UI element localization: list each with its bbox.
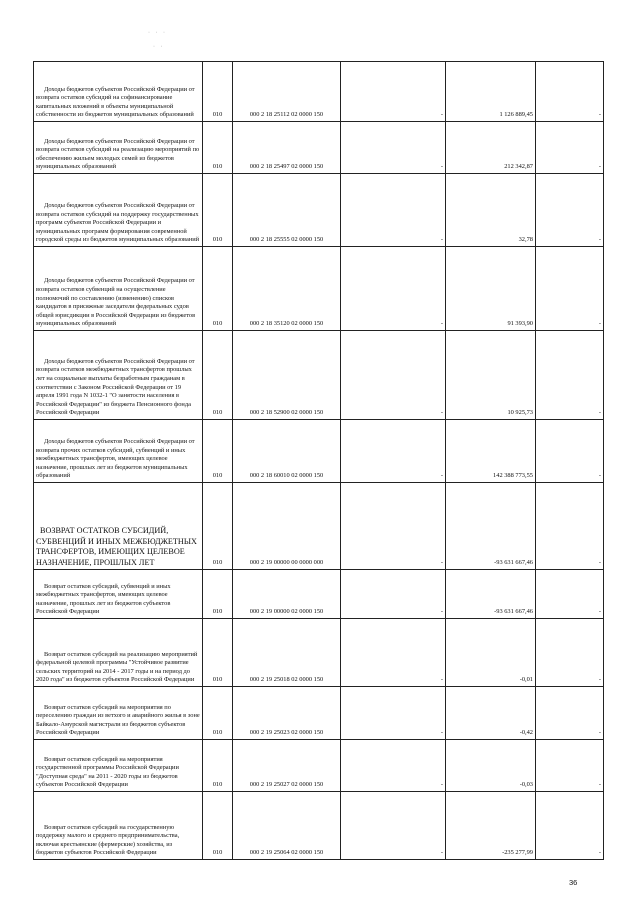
row-kbk-code: 000 2 19 25018 02 0000 150: [233, 619, 341, 687]
row-approved-value: -: [341, 247, 446, 331]
row-code: 010: [203, 247, 233, 331]
row-name: Возврат остатков субсидий на реализацию мероприятий федеральной целевой программы "Устойчивое развитие сельских территорий на 2014 - 2017 годы и на период до 2020 года" из бюджетов субъектов Российской Федерации: [34, 619, 203, 687]
row-name: Доходы бюджетов субъектов Российской Федерации от возврата остатков субсидий на реализацию мероприятий по обеспечению жильем молодых семей из бюджетов муниципальных образований: [34, 122, 203, 174]
row-approved-value: -: [341, 331, 446, 420]
row-name: Возврат остатков субсидий, субвенций и иных межбюджетных трансфертов, имеющих целевое назначение, прошлых лет из бюджетов субъектов Российской Федерации: [34, 570, 203, 619]
row-code: 010: [203, 792, 233, 860]
row-name: Доходы бюджетов субъектов Российской Федерации от возврата остатков межбюджетных трансфертов прошлых лет на социальные выплаты безработным гражданам в соответствии с Законом Российской Федерации от 19 апреля 1991 года N 1032-1 "О занятости населения в Российской Федерации" из бюджета Пенсионного фонда Российской Федерации: [34, 331, 203, 420]
table-row: [34, 570, 604, 619]
row-code: 010: [203, 122, 233, 174]
table-row: [34, 687, 604, 740]
row-approved-value: -: [341, 420, 446, 483]
row-name: ВОЗВРАТ ОСТАТКОВ СУБСИДИЙ, СУБВЕНЦИЙ И ИНЫХ МЕЖБЮДЖЕТНЫХ ТРАНСФЕРТОВ, ИМЕЮЩИХ ЦЕЛЕВОЕ НАЗНАЧЕНИЕ, ПРОШЛЫХ ЛЕТ: [34, 483, 203, 570]
row-unexecuted-value: -: [536, 420, 604, 483]
row-unexecuted-value: -: [536, 122, 604, 174]
row-approved-value: -: [341, 619, 446, 687]
row-executed-value: -0,03: [446, 740, 536, 792]
row-kbk-code: 000 2 18 35120 02 0000 150: [233, 247, 341, 331]
row-code: 010: [203, 483, 233, 570]
row-kbk-code: 000 2 19 00000 00 0000 000: [233, 483, 341, 570]
row-approved-value: -: [341, 174, 446, 247]
row-name: Возврат остатков субсидий на мероприятия государственной программы Российской Федерации "Доступная среда" на 2011 - 2020 годы из бюджетов субъектов Российской Федерации: [34, 740, 203, 792]
row-executed-value: 91 393,90: [446, 247, 536, 331]
row-code: 010: [203, 420, 233, 483]
row-approved-value: -: [341, 122, 446, 174]
row-unexecuted-value: -: [536, 62, 604, 122]
row-code: 010: [203, 570, 233, 619]
row-approved-value: -: [341, 687, 446, 740]
table-row: [34, 174, 604, 247]
row-unexecuted-value: -: [536, 483, 604, 570]
row-executed-value: -0,01: [446, 619, 536, 687]
row-approved-value: -: [341, 740, 446, 792]
table-row: [34, 62, 604, 122]
row-unexecuted-value: -: [536, 570, 604, 619]
table-row: [34, 122, 604, 174]
row-executed-value: -93 631 667,46: [446, 570, 536, 619]
scan-artifact: · ·: [153, 44, 165, 50]
table-row: [34, 619, 604, 687]
row-executed-value: 142 388 773,55: [446, 420, 536, 483]
row-kbk-code: 000 2 18 52900 02 0000 150: [233, 331, 341, 420]
row-executed-value: 32,78: [446, 174, 536, 247]
row-executed-value: 212 342,87: [446, 122, 536, 174]
row-code: 010: [203, 619, 233, 687]
row-name: Возврат остатков субсидий на мероприятия по переселению граждан из ветхого и аварийного жилья в зоне Байкало-Амурской магистрали из бюджетов субъектов Российской Федерации: [34, 687, 203, 740]
row-executed-value: -0,42: [446, 687, 536, 740]
row-kbk-code: 000 2 19 25064 02 0000 150: [233, 792, 341, 860]
row-code: 010: [203, 174, 233, 247]
row-kbk-code: 000 2 18 25555 02 0000 150: [233, 174, 341, 247]
row-approved-value: -: [341, 570, 446, 619]
row-code: 010: [203, 62, 233, 122]
table-row: [34, 792, 604, 860]
row-name: Доходы бюджетов субъектов Российской Федерации от возврата остатков субсидий на поддержку государственных программ субъектов Российской Федерации и муниципальных программ формирования современной городской среды из бюджетов муниципальных образований: [34, 174, 203, 247]
row-code: 010: [203, 331, 233, 420]
scan-artifact: · · ·: [148, 30, 167, 36]
row-kbk-code: 000 2 18 25497 02 0000 150: [233, 122, 341, 174]
row-approved-value: -: [341, 62, 446, 122]
row-executed-value: 10 925,73: [446, 331, 536, 420]
row-kbk-code: 000 2 19 25023 02 0000 150: [233, 687, 341, 740]
row-approved-value: -: [341, 792, 446, 860]
table-row: [34, 483, 604, 570]
row-unexecuted-value: -: [536, 740, 604, 792]
table-row: [34, 420, 604, 483]
row-name: Доходы бюджетов субъектов Российской Федерации от возврата остатков субвенций на осуществление полномочий по составлению (изменению) списков кандидатов в присяжные заседатели федеральных судов общей юрисдикции в Российской Федерации из бюджетов муниципальных образований: [34, 247, 203, 331]
row-executed-value: -93 631 667,46: [446, 483, 536, 570]
row-name: Возврат остатков субсидий на государственную поддержку малого и среднего предпринимательства, включая крестьянские (фермерские) хозяйства, из бюджетов субъектов Российской Федерации: [34, 792, 203, 860]
row-code: 010: [203, 687, 233, 740]
row-code: 010: [203, 740, 233, 792]
row-unexecuted-value: -: [536, 619, 604, 687]
table-row: [34, 331, 604, 420]
row-unexecuted-value: -: [536, 331, 604, 420]
row-kbk-code: 000 2 19 00000 02 0000 150: [233, 570, 341, 619]
row-kbk-code: 000 2 18 25112 02 0000 150: [233, 62, 341, 122]
row-unexecuted-value: -: [536, 174, 604, 247]
table-row: [34, 740, 604, 792]
row-kbk-code: 000 2 19 25027 02 0000 150: [233, 740, 341, 792]
row-unexecuted-value: -: [536, 687, 604, 740]
row-kbk-code: 000 2 18 60010 02 0000 150: [233, 420, 341, 483]
row-executed-value: -235 277,99: [446, 792, 536, 860]
row-unexecuted-value: -: [536, 792, 604, 860]
page-number: 36: [569, 878, 578, 887]
row-executed-value: 1 126 889,45: [446, 62, 536, 122]
row-name: Доходы бюджетов субъектов Российской Федерации от возврата прочих остатков субсидий, субвенций и иных межбюджетных трансфертов, имеющих целевое назначение, прошлых лет из бюджетов муниципальных образований: [34, 420, 203, 483]
table-row: [34, 247, 604, 331]
row-unexecuted-value: -: [536, 247, 604, 331]
revenue-table: [33, 61, 604, 860]
row-approved-value: -: [341, 483, 446, 570]
row-name: Доходы бюджетов субъектов Российской Федерации от возврата остатков субсидий на софинансирование капитальных вложений в объекты муниципальной собственности из бюджетов муниципальных образований: [34, 62, 203, 122]
